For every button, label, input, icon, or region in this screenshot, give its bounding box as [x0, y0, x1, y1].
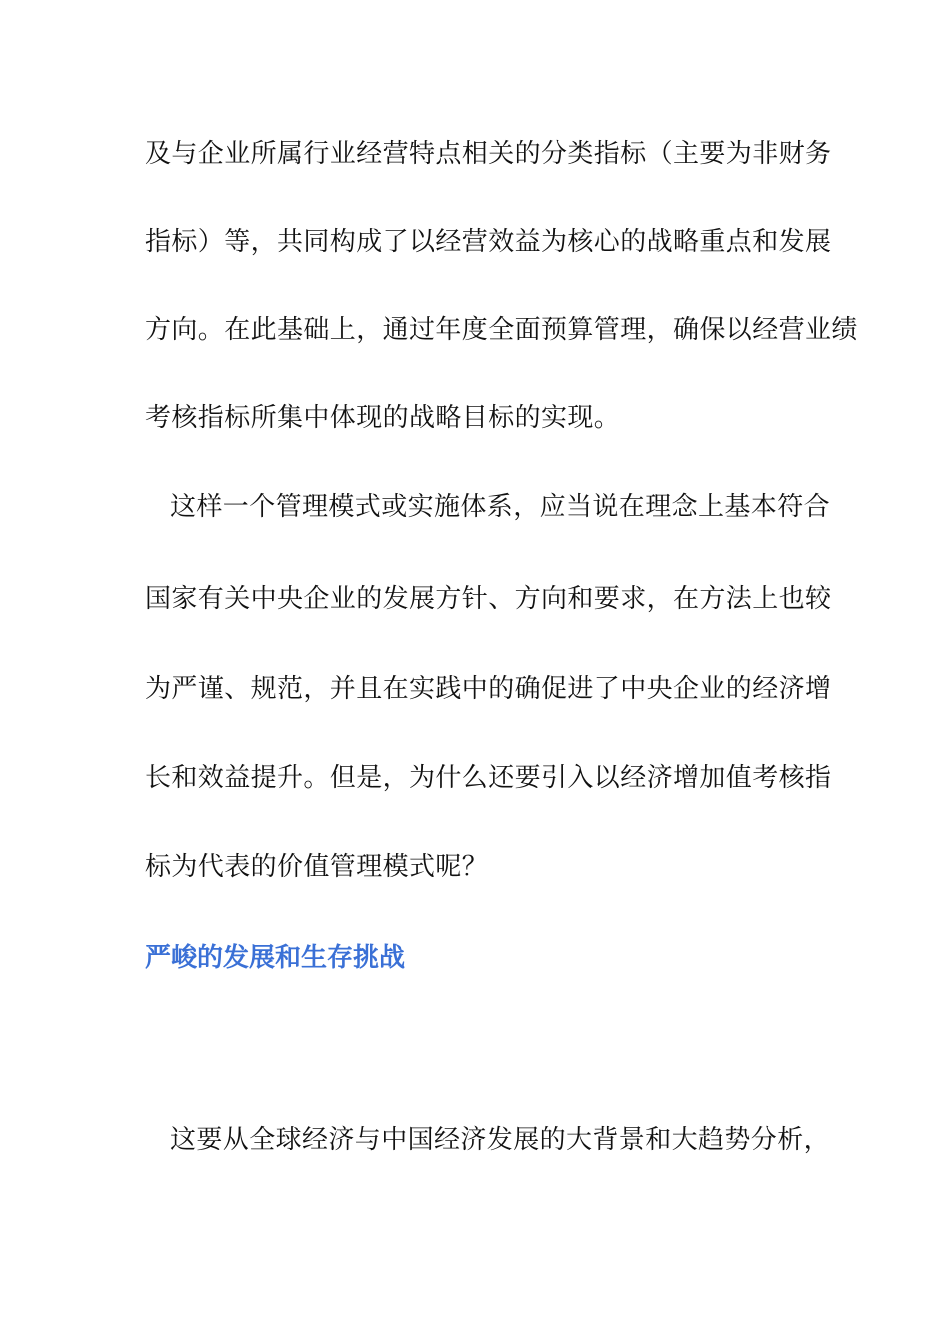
paragraph-2-line-4: 长和效益提升。但是，为什么还要引入以经济增加值考核指 — [145, 763, 832, 793]
section-heading: 严峻的发展和生存挑战 — [145, 943, 406, 973]
paragraph-3-line-1: 这要从全球经济与中国经济发展的大背景和大趋势分析， — [170, 1125, 831, 1155]
paragraph-1-line-3: 方向。在此基础上，通过年度全面预算管理，确保以经营业绩 — [145, 315, 858, 345]
paragraph-1-line-2: 指标）等，共同构成了以经营效益为核心的战略重点和发展 — [145, 227, 832, 257]
paragraph-2-line-1: 这样一个管理模式或实施体系，应当说在理念上基本符合 — [170, 492, 831, 522]
paragraph-1-line-1: 及与企业所属行业经营特点相关的分类指标（主要为非财务 — [145, 139, 832, 169]
paragraph-2-line-5: 标为代表的价值管理模式呢？ — [145, 852, 489, 882]
paragraph-1-line-4: 考核指标所集中体现的战略目标的实现。 — [145, 403, 621, 433]
paragraph-2-line-2: 国家有关中央企业的发展方针、方向和要求，在方法上也较 — [145, 584, 832, 614]
paragraph-2-line-3: 为严谨、规范，并且在实践中的确促进了中央企业的经济增 — [145, 674, 832, 704]
